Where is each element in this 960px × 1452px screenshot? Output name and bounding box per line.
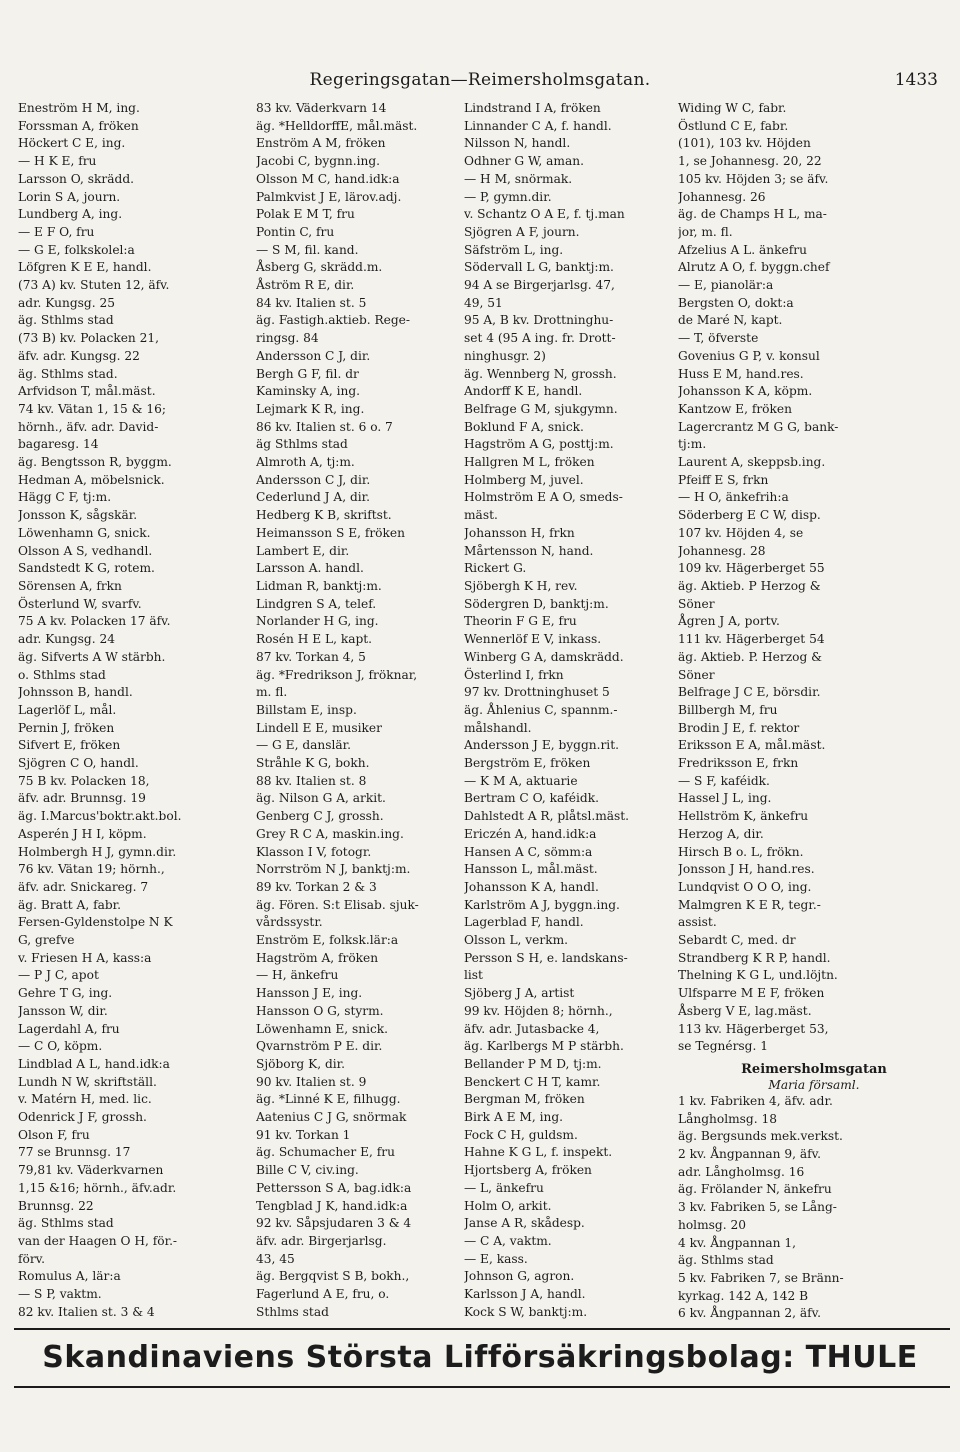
directory-entry: Almroth A, tj:m. <box>256 455 355 470</box>
directory-entry: Johansson K A, köpm. <box>678 384 813 399</box>
directory-entry: 95 A, B kv. Drottninghu- <box>464 313 614 328</box>
directory-entry: Odenrick J F, grossh. <box>18 1110 147 1125</box>
directory-entry: — S P, vaktm. <box>18 1287 102 1302</box>
directory-entry: Mårtensson N, hand. <box>464 543 594 558</box>
directory-entry: äfv. adr. Kungsg. 22 <box>18 348 140 363</box>
directory-entry: Benckert C H T, kamr. <box>464 1074 601 1089</box>
directory-entry: mäst. <box>464 508 498 523</box>
directory-entry: 1,15 &16; hörnh., äfv.adr. <box>18 1180 177 1195</box>
directory-entry: 43, 45 <box>256 1251 295 1266</box>
directory-entry: Odhner G W, aman. <box>464 154 584 169</box>
directory-entry: Löwenhamn E, snick. <box>256 1021 389 1036</box>
directory-entry: Arfvidson T, mål.mäst. <box>18 384 156 399</box>
directory-entry: m. fl. <box>256 685 288 700</box>
directory-entry: Lorin S A, journ. <box>18 189 121 204</box>
directory-entry: äg. Schumacher E, fru <box>256 1145 395 1160</box>
directory-entry: äg. *HelldorffE, mål.mäst. <box>256 118 418 133</box>
directory-entry: Johnsson B, handl. <box>18 685 133 700</box>
directory-entry: Aatenius C J G, snörmak <box>256 1110 407 1125</box>
directory-entry: Bergman M, fröken <box>464 1092 585 1107</box>
directory-entry: Olsson L, verkm. <box>464 933 569 948</box>
directory-entry: Söner <box>678 596 715 611</box>
directory-entry: Sjöbergh K H, rev. <box>464 578 578 593</box>
directory-entry: 4 kv. Ångpannan 1, <box>678 1235 797 1250</box>
directory-entry: Åsberg G, skrädd.m. <box>256 260 383 275</box>
directory-entry: (73 A) kv. Stuten 12, äfv. <box>18 278 170 293</box>
directory-entry: — G E, danslär. <box>256 738 352 753</box>
directory-entry: set 4 (95 A ing. fr. Drott- <box>464 331 616 346</box>
directory-entry: Höckert C E, ing. <box>18 136 126 151</box>
street-heading: Reimersholmsgatan <box>741 1061 887 1077</box>
directory-entry: 2 kv. Ångpannan 9, äfv. <box>678 1147 821 1162</box>
directory-entry: Johannesg. 26 <box>678 189 766 204</box>
directory-entry: äg. Karlbergs M P stärbh. <box>464 1039 624 1054</box>
directory-entry: 6 kv. Ångpannan 2, äfv. <box>678 1306 821 1320</box>
directory-entry: Bertram C O, kaféidk. <box>464 791 599 806</box>
directory-entry: v. Friesen H A, kass:a <box>18 950 152 965</box>
directory-entry: Pfeiff E S, frkn <box>678 472 769 487</box>
directory-entry: o. Sthlms stad <box>18 667 106 682</box>
directory-entry: Hjortsberg A, fröken <box>464 1163 592 1178</box>
directory-entry: 84 kv. Italien st. 5 <box>256 295 367 310</box>
parish-label: Maria församl. <box>768 1077 860 1092</box>
directory-entry: Hallgren M L, fröken <box>464 455 595 470</box>
directory-entry: Hansen A C, sömm:a <box>464 844 593 859</box>
directory-entry: äg. Sifverts A W stärbh. <box>18 649 166 664</box>
directory-entry: Sjöberg J A, artist <box>464 986 575 1001</box>
directory-entry: Hedberg K B, skriftst. <box>256 508 392 523</box>
directory-entry: Theorin F G E, fru <box>464 614 577 629</box>
directory-entry: Lundberg A, ing. <box>18 207 123 222</box>
directory-entry: äg. Sthlms stad. <box>18 366 118 381</box>
directory-entry: Lagerlöf L, mål. <box>18 702 117 717</box>
directory-entry: Norlander H G, ing. <box>256 614 379 629</box>
directory-entry: 105 kv. Höjden 3; se äfv. <box>678 171 829 186</box>
directory-entry: Enström E, folksk.lär:a <box>256 933 399 948</box>
directory-entry: Larsson O, skrädd. <box>18 171 134 186</box>
directory-entry: — K M A, aktuarie <box>464 773 578 788</box>
page-title: Regeringsgatan—Reimersholmsgatan. <box>309 70 651 90</box>
column-4 <box>678 100 950 1320</box>
directory-entry: vårdssystr. <box>256 915 323 930</box>
directory-entry: Malmgren K E R, tegr.- <box>678 897 821 912</box>
ad-top-rule <box>14 1328 950 1330</box>
directory-entry: Hagström A, fröken <box>256 950 379 965</box>
directory-entry: bagaresg. 14 <box>18 437 99 452</box>
directory-entry: Södergren D, banktj:m. <box>464 596 609 611</box>
directory-entry: Holmbergh H J, gymn.dir. <box>18 844 177 859</box>
directory-entry: Lindell E E, musiker <box>256 720 382 735</box>
directory-entry: Hagström A G, posttj:m. <box>464 437 614 452</box>
directory-entry: Polak E M T, fru <box>256 207 355 222</box>
directory-entry: Palmkvist J E, lärov.adj. <box>256 189 402 204</box>
directory-entry: Billstam E, insp. <box>256 702 357 717</box>
directory-entry: 5 kv. Fabriken 7, se Bränn- <box>678 1271 844 1285</box>
directory-entry: Jonsson J H, hand.res. <box>678 862 815 877</box>
directory-entry: Klasson I V, fotogr. <box>256 844 372 859</box>
directory-entry: äfv. adr. Snickareg. 7 <box>18 879 149 894</box>
column-1 <box>18 100 246 1320</box>
directory-entry: Ulfsparre M E F, fröken <box>678 986 825 1001</box>
directory-entry: Löwenhamn G, snick. <box>18 525 151 540</box>
directory-entry: 79,81 kv. Väderkvarnen <box>18 1163 164 1178</box>
directory-entry: äg. I.Marcus'boktr.akt.bol. <box>18 809 182 824</box>
directory-entry: ringsg. 84 <box>256 331 319 346</box>
directory-entry: Hirsch B o. L, frökn. <box>678 844 804 859</box>
directory-entry: 77 se Brunnsg. 17 <box>18 1145 131 1160</box>
directory-entry: — S F, kaféidk. <box>678 773 770 788</box>
directory-entry: 3 kv. Fabriken 5, se Lång- <box>678 1200 837 1215</box>
directory-entry: Pernin J, fröken <box>18 720 115 735</box>
directory-entry: äg. Bergsunds mek.verkst. <box>678 1129 843 1144</box>
directory-entry: Pontin C, fru <box>256 224 335 239</box>
directory-entry: Romulus A, lär:a <box>18 1269 121 1284</box>
directory-entry: Brunnsg. 22 <box>18 1198 94 1213</box>
directory-entry: list <box>464 968 483 983</box>
directory-entry: Forssman A, fröken <box>18 118 139 133</box>
directory-entry: Holm O, arkit. <box>464 1198 552 1213</box>
directory-entry: Brodin J E, f. rektor <box>678 720 800 735</box>
directory-entry: Lindstrand I A, fröken <box>464 101 601 115</box>
directory-entry: Strandberg K R P, handl. <box>678 950 831 965</box>
directory-entry: Sandstedt K G, rotem. <box>18 561 155 576</box>
directory-entry: Widing W C, fabr. <box>678 101 787 115</box>
directory-entry: Herzog A, dir. <box>678 826 764 841</box>
directory-entry: Enström A M, fröken <box>256 136 386 151</box>
directory-entry: Rosén H E L, kapt. <box>256 632 373 647</box>
directory-entry: Ericzén A, hand.idk:a <box>464 826 597 841</box>
directory-entry: Hansson O G, styrm. <box>256 1003 384 1018</box>
directory-entry: äg. de Champs H L, ma- <box>678 207 827 222</box>
directory-entry: kyrkag. 142 A, 142 B <box>678 1288 809 1303</box>
directory-entry: 99 kv. Höjden 8; hörnh., <box>464 1003 613 1018</box>
directory-entry: Johansson H, frkn <box>464 525 575 540</box>
directory-entry: Heimansson S E, fröken <box>256 525 405 540</box>
directory-entry: Grey R C A, maskin.ing. <box>256 826 404 841</box>
directory-entry: v. Schantz O A E, f. tj.man <box>464 207 625 222</box>
directory-entry: Långholmsg. 18 <box>678 1111 777 1126</box>
directory-entry: äg. *Fredrikson J, fröknar, <box>256 667 418 682</box>
directory-entry: Johannesg. 28 <box>678 543 766 558</box>
directory-entry: Birk A E M, ing. <box>464 1110 564 1125</box>
directory-entry: 1, se Johannesg. 20, 22 <box>678 154 822 169</box>
directory-entry: — S M, fil. kand. <box>256 242 359 257</box>
directory-entry: Lagercrantz M G G, bank- <box>678 419 839 434</box>
directory-entry: äg. Aktieb. P. Herzog & <box>678 649 822 664</box>
directory-entry: Åsberg V E, lag.mäst. <box>678 1003 812 1018</box>
directory-entry: adr. Kungsg. 25 <box>18 295 115 310</box>
directory-entry: 113 kv. Hägerberget 53, <box>678 1021 829 1036</box>
directory-entry: Linnander C A, f. handl. <box>464 118 612 133</box>
directory-entry: Olsson M C, hand.idk:a <box>256 171 400 186</box>
directory-entry: 75 A kv. Polacken 17 äfv. <box>18 614 171 629</box>
directory-entry: Huss E M, hand.res. <box>678 366 804 381</box>
directory-entry: Rickert G. <box>464 561 527 576</box>
directory-entry: (101), 103 kv. Höjden <box>678 136 811 151</box>
directory-entry: Andersson C J, dir. <box>256 472 371 487</box>
directory-entry: Kock S W, banktj:m. <box>464 1304 588 1319</box>
directory-entry: 91 kv. Torkan 1 <box>256 1127 351 1142</box>
directory-entry: — P J C, apot <box>18 968 99 983</box>
directory-entry: Karlström A J, byggn.ing. <box>464 897 620 912</box>
directory-entry: assist. <box>678 915 717 930</box>
directory-entry: Fock C H, guldsm. <box>464 1127 578 1142</box>
directory-entry: Bellander P M D, tj:m. <box>464 1056 602 1071</box>
directory-entry: — G E, folkskolel:a <box>18 242 135 257</box>
directory-entry: Andersson J E, byggn.rit. <box>464 738 619 753</box>
directory-entry: Sjögren A F, journ. <box>464 224 580 239</box>
directory-entry: Hägg C F, tj:m. <box>18 490 112 505</box>
directory-entry: Stråhle K G, bokh. <box>256 756 370 771</box>
directory-entry: 76 kv. Vätan 19; hörnh., <box>18 862 165 877</box>
directory-entry: Gehre T G, ing. <box>18 986 113 1001</box>
directory-entry: äg. Bratt A, fabr. <box>18 897 122 912</box>
directory-entry: äg. Nilson G A, arkit. <box>256 791 386 806</box>
directory-entry: Tengblad J K, hand.idk:a <box>256 1198 408 1213</box>
directory-entry: Persson S H, e. landskans- <box>464 950 628 965</box>
directory-entry: Söderberg E C W, disp. <box>678 508 821 523</box>
directory-entry: 94 A se Birgerjarlsg. 47, <box>464 278 615 293</box>
directory-entry: Hahne K G L, f. inspekt. <box>464 1145 613 1160</box>
advertisement-banner: Skandinaviens Största Lifförsäkringsbolag: THULE <box>42 1340 918 1375</box>
directory-entry: 49, 51 <box>464 295 503 310</box>
directory-entry: — C A, vaktm. <box>464 1234 552 1248</box>
directory-entry: äg Sthlms stad <box>256 437 348 452</box>
directory-entry: Billbergh M, fru <box>678 702 778 717</box>
directory-entry: målshandl. <box>464 720 532 735</box>
directory-entry: Pettersson S A, bag.idk:a <box>256 1180 412 1195</box>
directory-entry: Qvarnström P E. dir. <box>256 1039 383 1054</box>
directory-entry: Lindgren S A, telef. <box>256 596 377 611</box>
directory-entry: Hansson J E, ing. <box>256 986 363 1001</box>
directory-entry: Fagerlund A E, fru, o. <box>256 1287 390 1302</box>
directory-entry: 74 kv. Vätan 1, 15 & 16; <box>18 401 167 416</box>
directory-entry: Dahlstedt A R, plåtsl.mäst. <box>464 809 630 824</box>
directory-entry: Boklund F A, snick. <box>464 419 584 434</box>
directory-entry: Södervall L G, banktj:m. <box>464 260 614 275</box>
directory-entry: Kaminsky A, ing. <box>256 384 361 399</box>
directory-entry: Wennerlöf E V, inkass. <box>464 632 602 647</box>
directory-entry: Lindblad A L, hand.idk:a <box>18 1056 170 1071</box>
directory-entry: äg. Sthlms stad <box>678 1253 774 1268</box>
directory-entry: Genberg C J, grossh. <box>256 809 384 824</box>
directory-entry: Bergsten O, dokt:a <box>678 295 794 310</box>
directory-entry: Eneström H M, ing. <box>18 101 140 115</box>
directory-entry: Lambert E, dir. <box>256 543 350 558</box>
directory-entry: Hansson L, mål.mäst. <box>464 862 598 877</box>
directory-entry: Lundqvist O O O, ing. <box>678 879 812 894</box>
directory-entry: Bergström E, fröken <box>464 756 591 771</box>
directory-entry: Alrutz A O, f. byggn.chef <box>678 260 830 275</box>
directory-entry: Lidman R, banktj:m. <box>256 578 382 593</box>
directory-entry: äg. Fastigh.aktieb. Rege- <box>256 313 411 328</box>
directory-entry: 86 kv. Italien st. 6 o. 7 <box>256 419 393 434</box>
directory-entry: Belfrage G M, sjukgymn. <box>464 401 618 416</box>
directory-entry: Govenius G P, v. konsul <box>678 348 820 363</box>
directory-entry: adr. Långholmsg. 16 <box>678 1164 805 1179</box>
directory-entry: — P, gymn.dir. <box>464 189 552 204</box>
directory-entry: de Maré N, kapt. <box>678 313 783 328</box>
directory-entry: — C O, köpm. <box>18 1039 103 1054</box>
directory-entry: hörnh., äfv. adr. David- <box>18 419 159 434</box>
directory-entry: Sthlms stad <box>256 1304 329 1319</box>
directory-entry: förv. <box>18 1251 45 1266</box>
directory-entry: Sifvert E, fröken <box>18 738 121 753</box>
directory-entry: äfv. adr. Jutasbacke 4, <box>464 1021 600 1036</box>
directory-entry: Cederlund J A, dir. <box>256 490 371 505</box>
directory-entry: Afzelius A L. änkefru <box>678 242 807 257</box>
directory-entry: äg. Sthlms stad <box>18 1216 114 1231</box>
ad-bottom-rule <box>14 1386 950 1388</box>
directory-entry: 109 kv. Hägerberget 55 <box>678 561 825 576</box>
directory-entry: Andorff K E, handl. <box>464 384 583 399</box>
directory-entry: Jansson W, dir. <box>18 1003 108 1018</box>
directory-entry: 82 kv. Italien st. 3 & 4 <box>18 1304 155 1319</box>
directory-entry: Thelning K G L, und.löjtn. <box>678 968 838 983</box>
directory-entry: — T, öfverste <box>678 331 759 346</box>
directory-entry: 111 kv. Hägerberget 54 <box>678 632 825 647</box>
directory-entry: Belfrage J C E, börsdir. <box>678 685 821 700</box>
directory-entry: Holmström E A O, smeds- <box>464 490 623 505</box>
directory-entry: Lejmark K R, ing. <box>256 401 365 416</box>
directory-entry: 90 kv. Italien st. 9 <box>256 1074 367 1089</box>
directory-entry: — H O, änkefrih:a <box>678 490 789 505</box>
directory-entry: 97 kv. Drottninghuset 5 <box>464 685 610 700</box>
directory-entry: Österlind I, frkn <box>464 667 564 682</box>
directory-entry: tj:m. <box>678 437 707 452</box>
directory-entry: 87 kv. Torkan 4, 5 <box>256 649 366 664</box>
directory-entry: — E, pianolär:a <box>678 278 774 293</box>
directory-entry: Lagerdahl A, fru <box>18 1021 120 1036</box>
directory-entry: jor, m. fl. <box>678 224 733 239</box>
directory-entry: holmsg. 20 <box>678 1217 746 1232</box>
directory-entry: Andersson C J, dir. <box>256 348 371 363</box>
directory-entry: äg. Åhlenius C, spannm.- <box>464 702 618 717</box>
directory-entry: Asperén J H I, köpm. <box>18 826 147 841</box>
directory-entry: Holmberg M, juvel. <box>464 472 584 487</box>
directory-entry: äg. Fören. S:t Elisab. sjuk- <box>256 897 419 912</box>
directory-entry: Sörensen A, frkn <box>18 578 122 593</box>
directory-entry: Lundh N W, skriftställ. <box>18 1074 157 1089</box>
directory-entry: se Tegnérsg. 1 <box>678 1039 768 1054</box>
directory-entry: G, grefve <box>18 933 75 948</box>
column-2 <box>256 100 468 1320</box>
directory-entry: adr. Kungsg. 24 <box>18 632 115 647</box>
directory-entry: äg. Aktieb. P Herzog & <box>678 578 821 593</box>
directory-entry: Fersen-Gyldenstolpe N K <box>18 915 173 930</box>
directory-entry: äg. *Linné K E, filhugg. <box>256 1092 401 1107</box>
directory-entry: Östlund C E, fabr. <box>678 118 789 133</box>
directory-entry: Sjöborg K, dir. <box>256 1056 346 1071</box>
directory-entry: Jonsson K, sågskär. <box>18 508 138 523</box>
directory-entry: Söner <box>678 667 715 682</box>
directory-entry: Bille C V, civ.ing. <box>256 1163 359 1178</box>
directory-entry: Olson F, fru <box>18 1127 90 1142</box>
directory-entry: äg. Bergqvist S B, bokh., <box>256 1269 410 1284</box>
directory-entry: Fredriksson E, frkn <box>678 756 799 771</box>
directory-entry: Karlsson J A, handl. <box>464 1287 586 1302</box>
directory-entry: Sjögren C O, handl. <box>18 756 139 771</box>
directory-entry: äfv. adr. Brunnsg. 19 <box>18 791 146 806</box>
directory-entry: äg. Frölander N, änkefru <box>678 1182 832 1197</box>
directory-entry: v. Matérn H, med. lic. <box>18 1092 152 1107</box>
directory-entry: Eriksson E A, mål.mäst. <box>678 738 826 753</box>
directory-entry: 75 B kv. Polacken 18, <box>18 773 150 788</box>
page-header <box>0 70 960 98</box>
directory-entry: ninghusgr. 2) <box>464 348 546 363</box>
directory-entry: äfv. adr. Birgerjarlsg. <box>256 1234 387 1248</box>
directory-entry: Bergh G F, fil. dr <box>256 366 359 381</box>
directory-entry: Åström R E, dir. <box>256 278 355 293</box>
directory-entry: Larsson A. handl. <box>256 561 364 576</box>
directory-columns <box>18 100 948 1452</box>
directory-entry: — H K E, fru <box>18 154 97 169</box>
directory-entry: — H M, snörmak. <box>464 171 573 186</box>
directory-entry: 88 kv. Italien st. 8 <box>256 773 367 788</box>
directory-entry: Österlund W, svarfv. <box>18 596 142 611</box>
page-number: 1433 <box>894 70 938 90</box>
directory-entry: äg. Sthlms stad <box>18 313 114 328</box>
directory-entry: Sebardt C, med. dr <box>678 933 796 948</box>
directory-entry: — E F O, fru <box>18 224 95 239</box>
directory-entry: Johansson K A, handl. <box>464 879 599 894</box>
directory-entry: Löfgren K E E, handl. <box>18 260 152 275</box>
directory-entry: Lagerblad F, handl. <box>464 915 584 930</box>
directory-entry: van der Haagen O H, för.- <box>18 1234 178 1248</box>
directory-entry: Laurent A, skeppsb.ing. <box>678 455 826 470</box>
directory-entry: Nilsson N, handl. <box>464 136 571 151</box>
directory-entry: 1 kv. Fabriken 4, äfv. adr. <box>678 1093 833 1108</box>
directory-entry: Hellström K, änkefru <box>678 809 809 824</box>
directory-entry: — H, änkefru <box>256 968 339 983</box>
directory-entry: 83 kv. Väderkvarn 14 <box>256 101 387 115</box>
directory-entry: äg. Wennberg N, grossh. <box>464 366 617 381</box>
directory-entry: Ågren J A, portv. <box>678 614 780 629</box>
directory-entry: (73 B) kv. Polacken 21, <box>18 331 160 346</box>
directory-entry: äg. Bengtsson R, byggm. <box>18 455 172 470</box>
directory-entry: Hassel J L, ing. <box>678 791 772 806</box>
directory-entry: Winberg G A, damskrädd. <box>464 649 624 664</box>
directory-entry: — E, kass. <box>464 1251 528 1266</box>
directory-entry: Hedman A, möbelsnick. <box>18 472 165 487</box>
directory-entry: Jacobi C, bygnn.ing. <box>256 154 381 169</box>
directory-entry: 89 kv. Torkan 2 & 3 <box>256 879 377 894</box>
directory-entry: Janse A R, skådesp. <box>464 1216 585 1231</box>
directory-entry: — L, änkefru <box>464 1180 544 1195</box>
directory-entry: Norrström N J, banktj:m. <box>256 862 411 877</box>
directory-entry: 92 kv. Såpsjudaren 3 & 4 <box>256 1216 412 1231</box>
directory-entry: Kantzow E, fröken <box>678 401 792 416</box>
directory-entry: Säfström L, ing. <box>464 242 564 257</box>
column-3 <box>464 100 676 1320</box>
directory-entry: Johnson G, agron. <box>464 1269 575 1284</box>
directory-entry: Olsson A S, vedhandl. <box>18 543 153 558</box>
directory-entry: 107 kv. Höjden 4, se <box>678 525 804 540</box>
